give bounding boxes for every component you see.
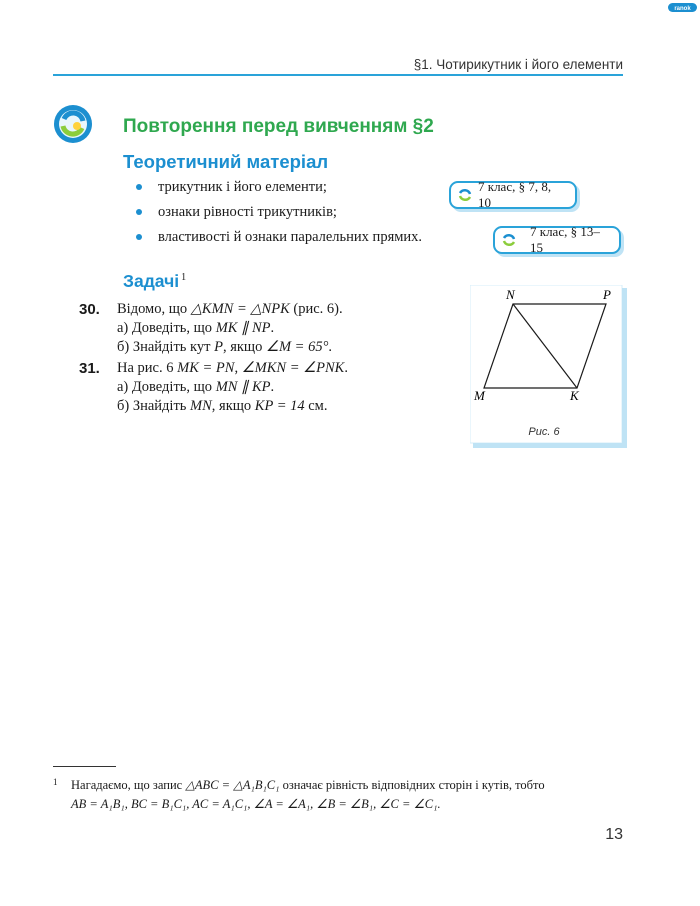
figure-caption: Рис. 6 xyxy=(528,426,560,438)
figure-6 xyxy=(470,285,627,448)
repeat-icon xyxy=(457,187,473,203)
svg-text:ranok: ranok xyxy=(674,6,691,12)
footnote-rule xyxy=(53,766,116,767)
task-number: 30. xyxy=(79,301,100,318)
list-item: властивості й ознаки паралельних прямих. xyxy=(133,228,423,246)
tasks-heading: Задачі $^1$ xyxy=(123,271,187,291)
header-rule xyxy=(53,74,623,76)
theory-heading: Теоретичний матеріал xyxy=(123,151,329,172)
reference-badge[interactable]: 7 клас, § 13–15 xyxy=(493,226,621,254)
reference-badge[interactable]: 7 клас, § 7, 8, 10 xyxy=(449,181,577,209)
footnote: 1 Нагадаємо, що запис △ABC = △A₁B₁C₁ означає рівність відповідних сторін і кутів, тобто AB = A₁B₁, BC = B₁C₁, AC = A₁C₁, ∠A = ∠A₁, ∠B = ∠B₁, ∠C = ∠C₁. xyxy=(53,776,623,814)
footnote-mark: 1 xyxy=(53,777,58,787)
list-item: трикутник і його елементи; xyxy=(133,178,423,196)
task-31: 31. На рис. 6 MK = PN, ∠MKN = ∠PNK. а) Доведіть, що MN ∥ KP. б) Знайдіть MN, якщо KP = 14 см. xyxy=(79,360,348,414)
bullet-icon xyxy=(136,234,142,240)
vertex-label-p: P xyxy=(603,287,611,302)
vertex-label-m: M xyxy=(474,388,485,403)
bullet-icon xyxy=(136,184,142,190)
vertex-label-k: K xyxy=(570,388,579,403)
repeat-icon xyxy=(501,232,517,248)
bullet-icon xyxy=(136,209,142,215)
page-number: 13 xyxy=(605,826,623,843)
list-item: ознаки рівності трикутників; xyxy=(133,203,423,221)
task-30: 30. Відомо, що △KMN = △NPK (рис. 6). а) Доведіть, що MK ∥ NP. б) Знайдіть кут P, якщо ∠M = 65°. xyxy=(79,301,343,355)
publisher-logo xyxy=(668,3,697,12)
section-heading: Повторення перед вивченням §2 xyxy=(123,116,434,137)
repeat-icon xyxy=(53,104,93,144)
theory-list xyxy=(133,178,423,253)
vertex-label-n: N xyxy=(506,287,515,302)
running-header: §1. Чотирикутник і його елементи xyxy=(413,57,623,72)
task-number: 31. xyxy=(79,360,100,377)
